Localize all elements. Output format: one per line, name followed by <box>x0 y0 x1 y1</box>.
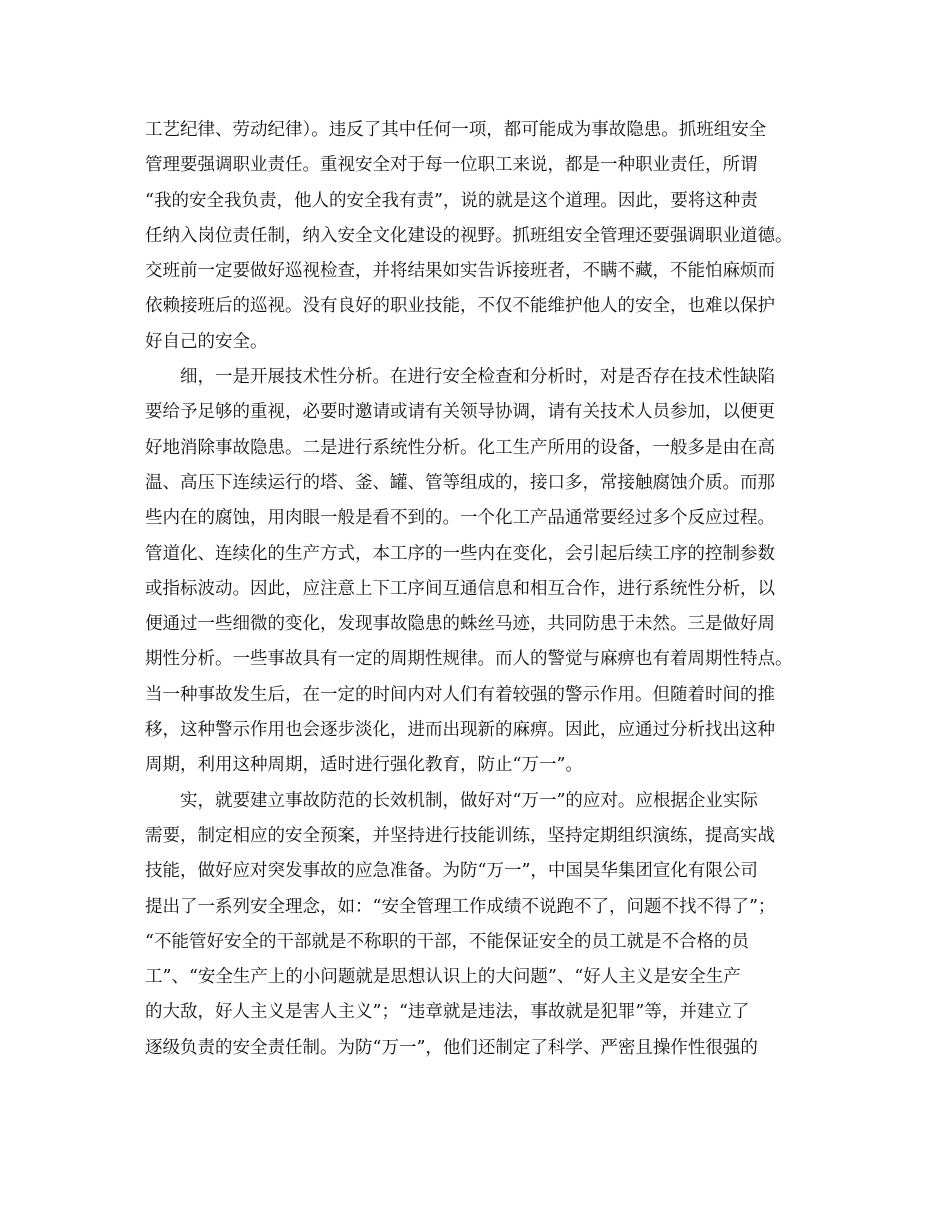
text-line: “我的安全我负责，他人的安全我有责”，说的就是这个道理。因此，要将这种责 <box>145 190 758 211</box>
text-line: 提出了一系列安全理念，如：“安全管理工作成绩不说跑不了，问题不找不得了”； <box>145 896 776 917</box>
text-line: 管道化、连续化的生产方式，本工序的一些内在变化，会引起后续工序的控制参数 <box>145 543 775 564</box>
text-line: 移，这种警示作用也会逐步淡化，进而出现新的麻痹。因此，应通过分析找出这种 <box>145 720 775 741</box>
text-line: 的大敌，好人主义是害人主义”；“违章就是违法，事故就是犯罪”等，并建立了 <box>145 1002 750 1023</box>
text-line: 周期，利用这种周期，适时进行强化教育，防止“万一”。 <box>145 755 583 776</box>
text-line: 期性分析。一些事故具有一定的周期性规律。而人的警觉与麻痹也有着周期性特点。 <box>145 649 793 670</box>
text-line: 依赖接班后的巡视。没有良好的职业技能，不仅不能维护他人的安全，也难以保护 <box>145 296 775 317</box>
text-line: 便通过一些细微的变化，发现事故隐患的蛛丝马迹，共同防患于未然。三是做好周 <box>145 614 775 635</box>
body-text <box>145 113 815 1066</box>
text-line: 任纳入岗位责任制，纳入安全文化建设的视野。抓班组安全管理还要强调职业道德。 <box>145 225 793 246</box>
text-line: 些内在的腐蚀，用肉眼一般是看不到的。一个化工产品通常要经过多个反应过程。 <box>145 508 775 529</box>
text-line: 温、高压下连续运行的塔、釜、罐、管等组成的，接口多，常接触腐蚀介质。而那 <box>145 472 775 493</box>
text-line: 工艺纪律、劳动纪律）。违反了其中任何一项，都可能成为事故隐患。抓班组安全 <box>145 120 767 140</box>
text-line: 交班前一定要做好巡视检查，并将结果如实告诉接班者，不瞒不藏，不能怕麻烦而 <box>145 261 775 282</box>
text-line: 技能，做好应对突发事故的应急准备。为防“万一”，中国昊华集团宣化有限公司 <box>145 861 758 882</box>
text-line: 或指标波动。因此，应注意上下工序间互通信息和相互合作，进行系统性分析，以 <box>145 578 775 599</box>
text-line: 要给予足够的重视，必要时邀请或请有关领导协调，请有关技术人员参加，以便更 <box>145 402 775 423</box>
text-line: “不能管好安全的干部就是不称职的干部，不能保证安全的员工就是不合格的员 <box>145 931 749 952</box>
paragraph-first-line: 细，一是开展技术性分析。在进行安全检查和分析时，对是否存在技术性缺陷 <box>180 367 775 388</box>
paragraph-first-line: 实，就要建立事故防范的长效机制，做好对“万一”的应对。应根据企业实际 <box>180 790 758 811</box>
text-line: 逐级负责的安全责任制。为防“万一”，他们还制定了科学、严密且操作性很强的 <box>145 1037 758 1058</box>
text-line: 当一种事故发生后，在一定的时间内对人们有着较强的警示作用。但随着时间的推 <box>145 684 775 705</box>
text-line: 好地消除事故隐患。二是进行系统性分析。化工生产所用的设备，一般多是由在高 <box>145 437 775 458</box>
text-line: 好自己的安全。 <box>145 331 268 352</box>
text-line: 工”、“安全生产上的小问题就是思想认识上的大问题”、“好人主义是安全生产 <box>145 967 741 988</box>
text-line: 管理要强调职业责任。重视安全对于每一位职工来说，都是一种职业责任，所谓 <box>145 155 758 176</box>
text-line: 需要，制定相应的安全预案，并坚持进行技能训练，坚持定期组织演练，提高实战 <box>145 825 775 846</box>
